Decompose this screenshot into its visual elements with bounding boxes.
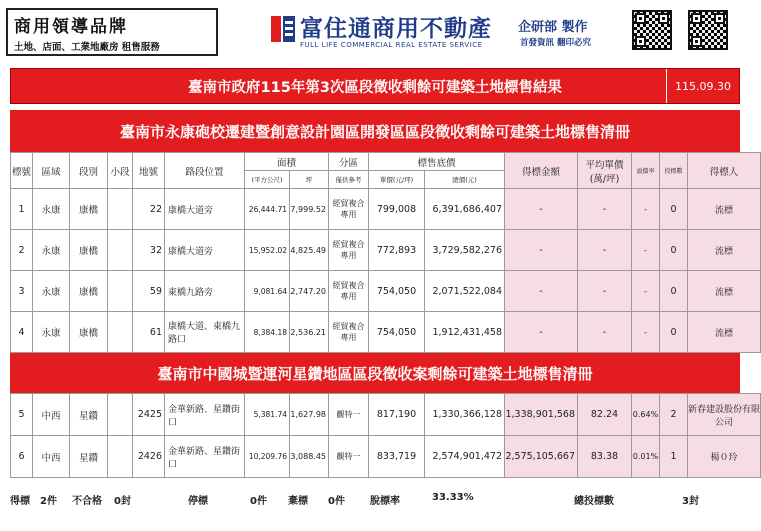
footer-stop-value: 0件	[250, 496, 267, 507]
footer-rate-label: 脫標率	[370, 496, 400, 507]
col-avg-price-unit: (萬/坪)	[589, 173, 620, 185]
col-base-price: 標售底價	[369, 153, 505, 171]
col-road: 路段位置	[165, 153, 245, 189]
col-premium: 溢價率	[632, 153, 660, 189]
col-area-sqm: (平方公尺)	[245, 171, 290, 189]
col-winner: 得標人	[688, 153, 761, 189]
cell-lot: 59	[133, 271, 165, 312]
main-title: 臺南市政府115年第3次區段徵收剩餘可建築土地標售結果	[188, 79, 562, 96]
table-row	[11, 271, 761, 312]
table-row	[11, 189, 761, 230]
section1-title: 臺南市永康砲校遷建暨創意設計園區開發區區段徵收剩餘可建築土地標售清冊	[119, 122, 630, 141]
col-subsection: 小段	[108, 153, 133, 189]
cell-section: 康橋	[70, 189, 108, 230]
cell-total: 6,391,686,407	[425, 189, 505, 230]
col-section: 段別	[70, 153, 108, 189]
col-base-unit: 單價(元/坪)	[369, 171, 425, 189]
col-bids: 投標數	[660, 153, 688, 189]
cell-bids: 0	[660, 312, 688, 353]
cell-total: 2,071,522,084	[425, 271, 505, 312]
cell-road: 東橋九路旁	[165, 271, 245, 312]
cell-win: 2,575,105,667	[505, 436, 578, 478]
cell-total: 2,574,901,472	[425, 436, 505, 478]
footer-unqualified-label: 不合格	[72, 496, 102, 507]
cell-district: 中西	[33, 436, 70, 478]
cell-unit: 799,008	[369, 189, 425, 230]
col-base-total: 總價(元)	[425, 171, 505, 189]
cell-road: 康橋大道、東橋九路口	[165, 312, 245, 353]
cell-zone: 經貿複合專用	[329, 312, 369, 353]
report-date: 115.09.30	[666, 69, 739, 103]
cell-avg: -	[578, 230, 632, 271]
cell-road: 康橋大道旁	[165, 189, 245, 230]
cell-subsection	[108, 394, 133, 436]
cell-no: 6	[11, 436, 33, 478]
cell-lot: 2425	[133, 394, 165, 436]
department-subtitle: 首發資訊 翻印必究	[520, 38, 591, 48]
cell-district: 永康	[33, 312, 70, 353]
cell-winner: 流標	[688, 189, 761, 230]
cell-zone: 經貿複合專用	[329, 271, 369, 312]
cell-winner: 流標	[688, 271, 761, 312]
cell-subsection	[108, 189, 133, 230]
cell-win: -	[505, 312, 578, 353]
cell-zone: 經貿複合專用	[329, 230, 369, 271]
cell-win: -	[505, 230, 578, 271]
cell-sqm: 10,209.76	[245, 436, 290, 478]
cell-ping: 4,825.49	[290, 230, 329, 271]
footer-won-value: 2件	[40, 496, 57, 507]
cell-road: 金華新路、星鑽街口	[165, 436, 245, 478]
cell-winner: 楊０玲	[688, 436, 761, 478]
col-win-amount: 得標金額	[505, 153, 578, 189]
cell-avg: 83.38	[578, 436, 632, 478]
cell-subsection	[108, 230, 133, 271]
cell-subsection	[108, 436, 133, 478]
cell-bids: 1	[660, 436, 688, 478]
cell-winner: 流標	[688, 312, 761, 353]
cell-bids: 0	[660, 271, 688, 312]
cell-premium: 0.01%	[632, 436, 660, 478]
col-avg-price-label: 平均單價	[585, 159, 624, 171]
header	[0, 0, 750, 60]
cell-zone: 觀特一	[329, 394, 369, 436]
brand-subtitle: 土地、店面、工業地廠房 租售服務	[14, 42, 160, 53]
cell-sqm: 15,952.02	[245, 230, 290, 271]
cell-total: 1,330,366,128	[425, 394, 505, 436]
cell-ping: 1,627.98	[290, 394, 329, 436]
cell-no: 3	[11, 271, 33, 312]
section2-table	[10, 393, 761, 478]
cell-district: 永康	[33, 189, 70, 230]
cell-unit: 772,893	[369, 230, 425, 271]
cell-bids: 2	[660, 394, 688, 436]
cell-avg: -	[578, 189, 632, 230]
cell-section: 康橋	[70, 230, 108, 271]
section1-banner	[10, 110, 740, 152]
cell-subsection	[108, 271, 133, 312]
brand-box	[6, 8, 218, 56]
col-area: 面積	[245, 153, 329, 171]
cell-no: 4	[11, 312, 33, 353]
footer-total-value: 3封	[682, 496, 699, 507]
footer-void-label: 棄標	[288, 496, 308, 507]
qr-code-icon	[688, 10, 728, 50]
footer-stop-label: 停標	[188, 496, 208, 507]
section2-title: 臺南市中國城暨運河星鑽地區區段徵收案剩餘可建築土地標售清冊	[157, 364, 593, 383]
cell-win: 1,338,901,568	[505, 394, 578, 436]
cell-premium: -	[632, 230, 660, 271]
cell-avg: -	[578, 271, 632, 312]
cell-bids: 0	[660, 189, 688, 230]
cell-ping: 7,999.52	[290, 189, 329, 230]
table-row	[11, 312, 761, 353]
footer-void-value: 0件	[328, 496, 345, 507]
cell-ping: 2,536.21	[290, 312, 329, 353]
section2-banner	[10, 353, 740, 393]
table-row	[11, 230, 761, 271]
cell-sqm: 9,081.64	[245, 271, 290, 312]
department-label: 企研部 製作	[518, 20, 588, 35]
cell-road: 康橋大道旁	[165, 230, 245, 271]
cell-district: 中西	[33, 394, 70, 436]
section1-table	[10, 188, 761, 353]
footer-total-label: 總投標數	[574, 496, 614, 507]
col-avg-price	[578, 153, 632, 189]
cell-ping: 2,747.20	[290, 271, 329, 312]
cell-win: -	[505, 271, 578, 312]
table-row	[11, 394, 761, 436]
footer-won-label: 得標	[10, 496, 30, 507]
cell-unit: 754,050	[369, 312, 425, 353]
cell-avg: 82.24	[578, 394, 632, 436]
cell-premium: -	[632, 271, 660, 312]
cell-lot: 32	[133, 230, 165, 271]
company-name: 富住通商用不動產	[300, 16, 492, 42]
company-english-name: FULL LIFE COMMERCIAL REAL ESTATE SERVICE	[300, 41, 483, 49]
brand-title: 商用領導品牌	[14, 17, 128, 37]
cell-premium: -	[632, 189, 660, 230]
cell-section: 康橋	[70, 271, 108, 312]
cell-zone: 觀特一	[329, 436, 369, 478]
cell-no: 2	[11, 230, 33, 271]
cell-total: 1,912,431,458	[425, 312, 505, 353]
col-district: 區域	[33, 153, 70, 189]
cell-unit: 754,050	[369, 271, 425, 312]
cell-no: 1	[11, 189, 33, 230]
cell-road: 金華新路、星鑽街口	[165, 394, 245, 436]
cell-sqm: 5,381.74	[245, 394, 290, 436]
main-title-banner	[10, 68, 740, 104]
col-lot: 地號	[133, 153, 165, 189]
cell-lot: 61	[133, 312, 165, 353]
cell-no: 5	[11, 394, 33, 436]
cell-section: 星鑽	[70, 436, 108, 478]
summary-footer	[10, 487, 740, 509]
footer-unqualified-value: 0封	[114, 496, 131, 507]
footer-rate-value: 33.33%	[432, 492, 474, 503]
cell-district: 永康	[33, 230, 70, 271]
cell-lot: 22	[133, 189, 165, 230]
cell-winner: 流標	[688, 230, 761, 271]
cell-unit: 817,190	[369, 394, 425, 436]
col-zone-ref: 僅供參考	[329, 171, 369, 189]
cell-zone: 經貿複合專用	[329, 189, 369, 230]
table-row	[11, 436, 761, 478]
cell-win: -	[505, 189, 578, 230]
cell-sqm: 26,444.71	[245, 189, 290, 230]
cell-district: 永康	[33, 271, 70, 312]
cell-unit: 833,719	[369, 436, 425, 478]
cell-total: 3,729,582,276	[425, 230, 505, 271]
cell-winner: 新春建設股份有限公司	[688, 394, 761, 436]
table-header	[10, 152, 761, 189]
cell-section: 康橋	[70, 312, 108, 353]
col-area-ping: 坪	[290, 171, 329, 189]
cell-subsection	[108, 312, 133, 353]
cell-premium: 0.64%	[632, 394, 660, 436]
qr-code-icon	[632, 10, 672, 50]
cell-premium: -	[632, 312, 660, 353]
company-logo-icon	[270, 12, 296, 46]
col-zone: 分區	[329, 153, 369, 171]
cell-avg: -	[578, 312, 632, 353]
cell-section: 星鑽	[70, 394, 108, 436]
cell-sqm: 8,384.18	[245, 312, 290, 353]
col-no: 標號	[11, 153, 33, 189]
cell-ping: 3,088.45	[290, 436, 329, 478]
cell-lot: 2426	[133, 436, 165, 478]
cell-bids: 0	[660, 230, 688, 271]
